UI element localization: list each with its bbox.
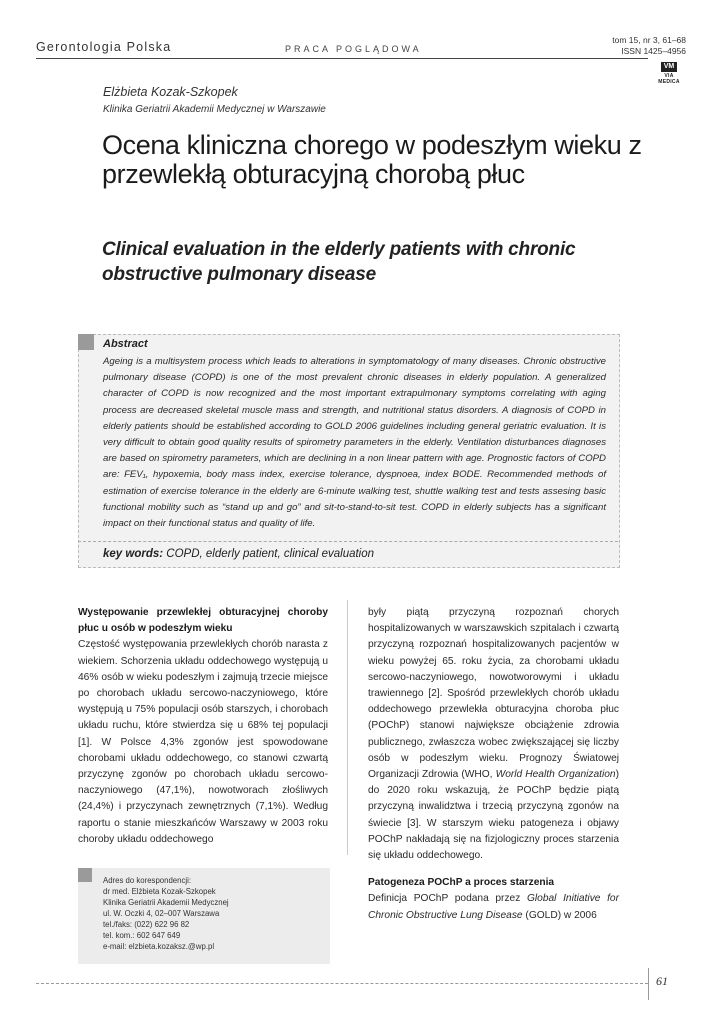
text-run: były piątą przyczyną rozpoznań chorych hospitalizowanych w warszawskich szpitalach i czwartą przyczyną rozpoznań hospitalizowanych pacjentów w wieku powyżej 65. roku życia, za chorobami układu sercowo-naczyniowego, nowotworowymi i układu trawiennego [2]. Spośród przewlekłych chorób układu oddechowego przewlekła obturacyjna choroba płuc (POChP) stanowi największe obciążenie zdrowia publicznego, zwłaszcza wobec zwiększającej się liczby osób w podeszłym wieku. Prognozy Światowej Organizacji Zdrowia (WHO,	[368, 607, 619, 781]
volume-line: tom 15, nr 3, 61–68	[612, 35, 686, 45]
corr-email[interactable]: e-mail: elzbieta.kozaksz.@wp.pl	[103, 942, 215, 951]
publisher-name: VIA MEDICA	[658, 73, 680, 85]
keywords-list: COPD, elderly patient, clinical evaluation	[166, 548, 375, 560]
paragraph-prevalence-cont	[368, 605, 619, 864]
corr-line: Adres do korespondencji:	[103, 876, 191, 885]
keywords	[103, 548, 374, 560]
article-type-label: PRACA POGLĄDOWA	[285, 44, 422, 54]
body-column-left	[78, 605, 328, 848]
body-column-right	[368, 605, 619, 924]
via-medica-logo-icon: VM	[661, 62, 677, 72]
page-number: 61	[656, 974, 668, 988]
abstract-heading: Abstract	[103, 338, 148, 350]
keywords-label: key words:	[103, 548, 164, 560]
text-run: (GOLD) w 2006	[522, 909, 597, 921]
correspondence-marker	[78, 868, 92, 882]
keywords-divider	[78, 541, 618, 542]
paragraph-pathogenesis	[368, 891, 619, 923]
section-heading-prevalence: Występowanie przewlekłej obturacyjnej choroby płuc u osób w podeszłym wieku	[78, 607, 328, 635]
footer-rule	[36, 983, 648, 984]
text-run-italic: Global Initiative for Chronic Obstructive Lung Disease	[368, 893, 619, 921]
text-run: ) do 2020 roku wskazują, że POChP będzie piątą przyczyną inwalidztwa i trzecią przyczyną zgonów na świecie [3]. W starszym wieku patogeneza i objawy POChP nakładają się na fizjologiczny proces starzenia się układu oddechowego.	[368, 769, 619, 862]
section-heading-pathogenesis: Patogeneza POChP a proces starzenia	[368, 877, 555, 889]
corr-line: ul. W. Oczki 4, 02–007 Warszawa	[103, 909, 220, 918]
issn-line: ISSN 1425–4956	[621, 46, 686, 56]
publisher-logo	[653, 62, 685, 85]
header-rule	[36, 58, 648, 59]
journal-name: Gerontologia Polska	[36, 40, 172, 54]
corr-line: tel./faks: (022) 622 96 82	[103, 920, 190, 929]
title-polish: Ocena kliniczna chorego w podeszłym wieku z przewlekłą obturacyjną chorobą płuc	[102, 130, 642, 189]
page-number-rule	[648, 968, 649, 1000]
column-divider	[347, 600, 348, 855]
author-affiliation: Klinika Geriatrii Akademii Medycznej w Warszawie	[103, 104, 326, 115]
corr-line: dr med. Elżbieta Kozak-Szkopek	[103, 887, 216, 896]
paragraph-prevalence: Częstość występowania przewlekłych chorób narasta z wiekiem. Schorzenia układu oddechowego występują u 46% osób w wieku podeszłym i zajmują trzecie miejsce po chorobach układu sercowo-naczyniowego, które występują u 75% populacji osób starszych, i chorobach układu ruchu, które stwierdza się u 68% tej populacji [1]. W Polsce 4,3% zgonów jest spowodowane chorobami układu oddechowego, co stanowi czwartą przyczynę zgonów po chorobach układu sercowo-naczyniowego (47,1%), nowotworach złośliwych (24,4%) i przyczynach zewnętrznych (7,1%). Według raportu o stanie mieszkańców Warszawy w 2003 roku choroby układu oddechowego	[78, 639, 328, 845]
correspondence-address	[103, 875, 229, 952]
corr-line: Klinika Geriatrii Akademii Medycznej	[103, 898, 229, 907]
text-run: Definicja POChP podana przez	[368, 893, 527, 905]
volume-info	[612, 35, 686, 57]
author-name: Elżbieta Kozak-Szkopek	[103, 85, 238, 99]
text-run-italic: World Health Organization	[495, 769, 616, 781]
title-english: Clinical evaluation in the elderly patients with chronic obstructive pulmonary disease	[102, 239, 576, 285]
abstract-marker	[78, 334, 94, 350]
corr-line: tel. kom.: 602 647 649	[103, 931, 181, 940]
abstract-text: Ageing is a multisystem process which leads to alterations in symptomatology of many diseases. Chronic obstructive pulmonary disease (COPD) is one of the most prevalent chronic diseases in elderly population. A generalized character of COPD is now recognized and the most important extrapulmonary symptoms correlating with aging process are decreased skeletal muscle mass and strength, and nutritional status disorders. A diagnosis of COPD in elderly patients should be established according to GOLD 2006 guidelines including general geriatric evaluation. It is very difficult to obtain good quality results of spirometry parameters in the elderly. Ventilation disturbances diagnoses are based on spirometry parameters, which are declining in a non linear pattern with age. Prognostic factors of COPD are: FEV₁, hypoxemia, body mass index, exercise tolerance, dyspnoea, index BODE. Recommended methods of estimation of exercise tolerance in the elderly are 6-minute walking test, shuttle walking test and tests assesing basic functional mobility such as “stand up and go” and sit-to-stand-to-sit test. COPD in elderly subjects has a significant impact on their functional status and quality of life.	[103, 356, 606, 530]
